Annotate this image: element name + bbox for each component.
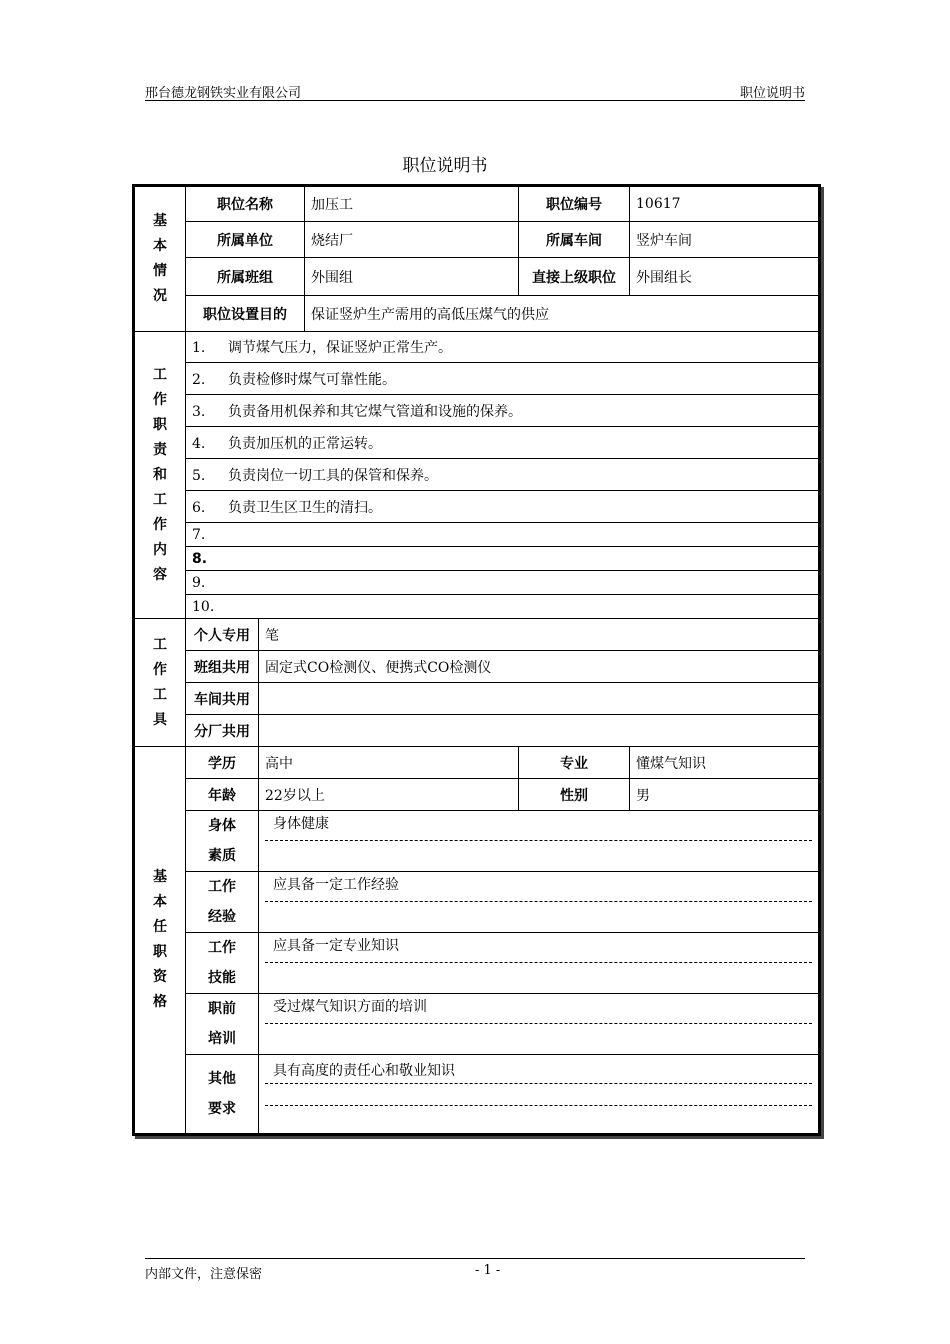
qualifications-category: 基 本 任 职 资 格 (134, 747, 186, 1135)
tools-team-value: 固定式CO检测仪、便携式CO检测仪 (259, 651, 820, 683)
major-label: 专业 (519, 747, 630, 779)
position-code-value: 10617 (630, 186, 820, 222)
duty-item: 8. (186, 547, 820, 571)
major-value: 懂煤气知识 (630, 747, 820, 779)
page-header (145, 82, 805, 101)
experience-label: 工作 经验 (186, 872, 259, 933)
tools-personal-value: 笔 (259, 619, 820, 651)
workshop-label: 所属车间 (519, 222, 630, 258)
workshop-value: 竖炉车间 (630, 222, 820, 258)
physical-label: 身体 素质 (186, 811, 259, 872)
unit-label: 所属单位 (186, 222, 305, 258)
position-code-label: 职位编号 (519, 186, 630, 222)
tools-branch-value (259, 715, 820, 747)
tools-workshop-value (259, 683, 820, 715)
duty-item: 3. 负责备用机保养和其它煤气管道和设施的保养。 (186, 395, 820, 427)
page-number: - 1 - (475, 1263, 501, 1278)
other-value: 具有高度的责任心和敬业知识 (259, 1055, 820, 1135)
tools-category: 工 作 工 具 (134, 619, 186, 747)
page-footer (145, 1258, 805, 1281)
team-label: 所属班组 (186, 258, 305, 296)
duty-item: 1. 调节煤气压力，保证竖炉正常生产。 (186, 332, 820, 363)
skills-value: 应具备一定专业知识 (259, 933, 820, 994)
other-label: 其他 要求 (186, 1055, 259, 1135)
education-label: 学历 (186, 747, 259, 779)
team-value: 外围组 (305, 258, 519, 296)
duties-category: 工 作 职 责 和 工 作 内 容 (134, 332, 186, 619)
unit-value: 烧结厂 (305, 222, 519, 258)
confidential-note: 内部文件，注意保密 (145, 1267, 263, 1282)
age-value: 22岁以上 (259, 779, 519, 811)
superior-label: 直接上级职位 (519, 258, 630, 296)
training-label: 职前 培训 (186, 994, 259, 1055)
superior-value: 外围组长 (630, 258, 820, 296)
purpose-label: 职位设置目的 (186, 296, 305, 332)
job-description-table (132, 184, 821, 1136)
gender-label: 性别 (519, 779, 630, 811)
duty-item: 2. 负责检修时煤气可靠性能。 (186, 363, 820, 395)
basic-info-category: 基 本 情 况 (134, 186, 186, 332)
header-doc-type: 职位说明书 (739, 86, 805, 101)
duty-item: 5. 负责岗位一切工具的保管和保养。 (186, 459, 820, 491)
duty-item: 7. (186, 523, 820, 547)
gender-value: 男 (630, 779, 820, 811)
tools-branch-label: 分厂共用 (186, 715, 259, 747)
education-value: 高中 (259, 747, 519, 779)
physical-value: 身体健康 (259, 811, 820, 872)
page-title: 职位说明书 (402, 156, 488, 176)
position-name-label: 职位名称 (186, 186, 305, 222)
duty-item: 4. 负责加压机的正常运转。 (186, 427, 820, 459)
position-name-value: 加压工 (305, 186, 519, 222)
duty-item: 6. 负责卫生区卫生的清扫。 (186, 491, 820, 523)
tools-personal-label: 个人专用 (186, 619, 259, 651)
skills-label: 工作 技能 (186, 933, 259, 994)
training-value: 受过煤气知识方面的培训 (259, 994, 820, 1055)
company-name: 邢台德龙钢铁实业有限公司 (145, 86, 302, 101)
purpose-value: 保证竖炉生产需用的高低压煤气的供应 (305, 296, 820, 332)
duty-item: 10. (186, 595, 820, 619)
duty-item: 9. (186, 571, 820, 595)
tools-team-label: 班组共用 (186, 651, 259, 683)
age-label: 年龄 (186, 779, 259, 811)
experience-value: 应具备一定工作经验 (259, 872, 820, 933)
tools-workshop-label: 车间共用 (186, 683, 259, 715)
